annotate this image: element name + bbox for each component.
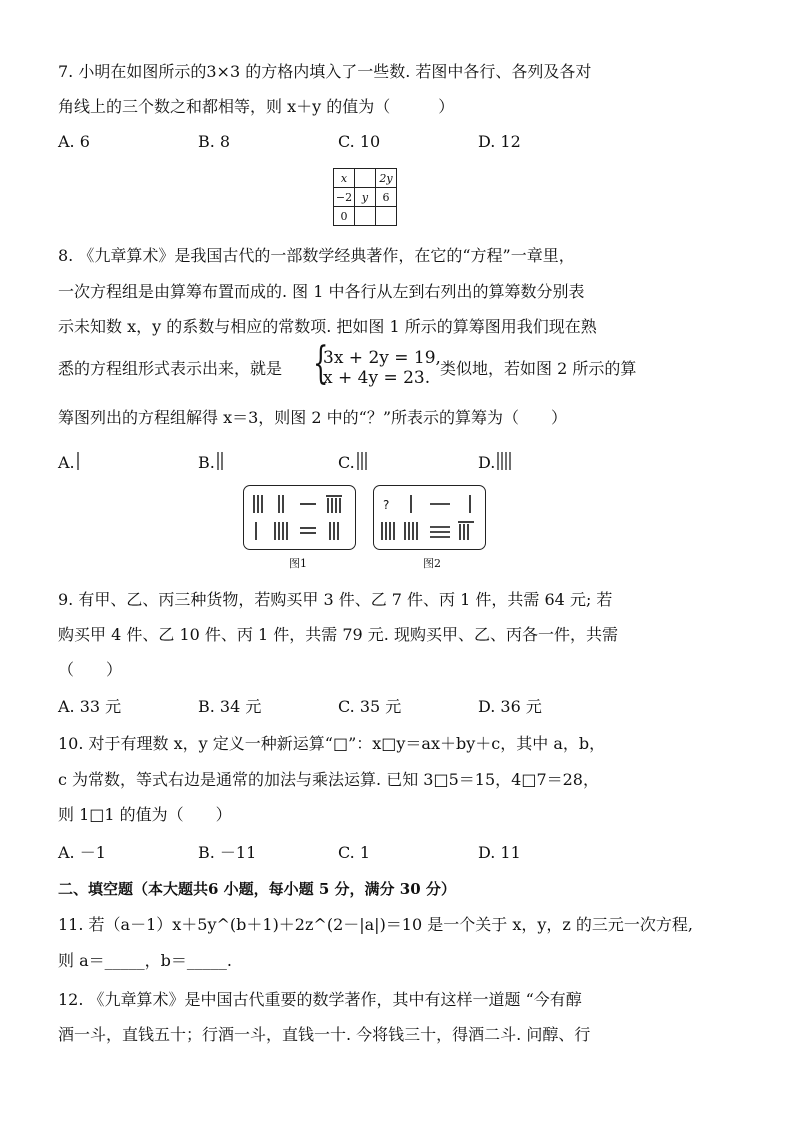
q7-line-2: 角线上的三个数之和都相等，则 x＋y 的值为（ ） bbox=[58, 97, 455, 116]
q8-line-4b: 类似地，若如图 2 所示的算 bbox=[440, 359, 637, 378]
equation-1: 3x + 2y = 19, bbox=[323, 348, 441, 368]
q10-option-a: A. －1 bbox=[58, 843, 106, 862]
q8-option-c-label: C. bbox=[338, 453, 355, 472]
q12-line-2: 酒一斗，直钱五十；行酒一斗，直钱一十. 今将钱三十，得酒二斗. 问醇、行 bbox=[58, 1025, 591, 1044]
q8-option-d-label: D. bbox=[478, 453, 496, 472]
q11-line-2: 则 a＝_____，b＝_____. bbox=[58, 951, 232, 970]
q8-option-c bbox=[338, 452, 368, 473]
q11-line-1: 11. 若（a－1）x＋5y^(b＋1)＋2z^(2－|a|)＝10 是一个关于 x，y，z 的三元一次方程, bbox=[58, 915, 694, 934]
q8-line-5: 筹图列出的方程组解得 x＝3，则图 2 中的“？”所表示的算筹为（ ） bbox=[58, 408, 568, 427]
q7-options bbox=[58, 132, 618, 152]
section-2-heading: 二、填空题（本大题共6 小题，每小题 5 分，满分 30 分） bbox=[58, 880, 456, 898]
figure-2-label: 图2 bbox=[423, 557, 441, 570]
q10-line-2: c 为常数，等式右边是通常的加法与乘法运算. 已知 3□5＝15，4□7＝28， bbox=[58, 770, 599, 789]
two-rods-icon bbox=[216, 452, 225, 470]
figure-2-rods bbox=[374, 486, 485, 549]
q8-option-d bbox=[478, 452, 511, 473]
q9-line-2: 购买甲 4 件、乙 10 件、丙 1 件，共需 79 元. 现购买甲、乙、丙各一件，共需 bbox=[58, 625, 618, 644]
figure-1-rods bbox=[244, 486, 355, 549]
unknown-rod-mark: ? bbox=[383, 498, 390, 512]
q10-option-d: D. 11 bbox=[478, 843, 521, 862]
q10-line-1: 10. 对于有理数 x，y 定义一种新运算“□”：x□y＝ax＋by＋c，其中 a，b， bbox=[58, 734, 606, 753]
q8-options bbox=[58, 452, 618, 472]
q7-line-1: 7. 小明在如图所示的3×3 的方格内填入了一些数. 若图中各行、各列及各对 bbox=[58, 62, 592, 81]
q10-options bbox=[58, 843, 618, 863]
grid-cell: y bbox=[355, 188, 376, 207]
q10-line-3: 则 1□1 的值为（ ） bbox=[58, 805, 232, 824]
grid-cell bbox=[355, 169, 376, 188]
q8-option-a bbox=[58, 452, 82, 473]
q7-option-c: C. 10 bbox=[338, 132, 381, 151]
q8-option-b-label: B. bbox=[198, 453, 215, 472]
q7-option-d: D. 12 bbox=[478, 132, 521, 151]
q7-option-a: A. 6 bbox=[58, 132, 90, 151]
equation-2: x + 4y = 23. bbox=[323, 368, 431, 388]
grid-cell: −2 bbox=[334, 188, 355, 207]
q8-line-1: 8. 《九章算术》是我国古代的一部数学经典著作，在它的“方程”一章里， bbox=[58, 246, 575, 265]
three-rods-icon bbox=[356, 452, 368, 470]
q8-line-2: 一次方程组是由算筹布置而成的. 图 1 中各行从左到右列出的算筹数分别表 bbox=[58, 282, 585, 301]
q8-option-b bbox=[198, 452, 225, 473]
grid-cell: 2y bbox=[376, 169, 397, 188]
one-rod-icon bbox=[76, 452, 82, 470]
q10-option-b: B. －11 bbox=[198, 843, 257, 862]
q9-option-d: D. 36 元 bbox=[478, 697, 542, 716]
grid-cell: 6 bbox=[376, 188, 397, 207]
figure-1-label: 图1 bbox=[289, 557, 307, 570]
q9-option-b: B. 34 元 bbox=[198, 697, 262, 716]
q7-option-b: B. 8 bbox=[198, 132, 231, 151]
brace-icon: { bbox=[313, 338, 329, 389]
q7-magic-square bbox=[333, 168, 397, 226]
q8-line-3: 示未知数 x，y 的系数与相应的常数项. 把如图 1 所示的算筹图用我们现在熟 bbox=[58, 317, 597, 336]
q9-option-a: A. 33 元 bbox=[58, 697, 122, 716]
q10-option-c: C. 1 bbox=[338, 843, 371, 862]
grid-cell bbox=[355, 207, 376, 226]
figure-1-rod-box bbox=[243, 485, 356, 550]
grid-cell: 0 bbox=[334, 207, 355, 226]
figure-2-rod-box bbox=[373, 485, 486, 550]
q12-line-1: 12. 《九章算术》是中国古代重要的数学著作，其中有这样一道题 “今有醇 bbox=[58, 990, 582, 1009]
q8-option-a-label: A. bbox=[58, 453, 75, 472]
q9-line-1: 9. 有甲、乙、丙三种货物，若购买甲 3 件、乙 7 件、丙 1 件，共需 64 元; 若 bbox=[58, 590, 613, 609]
q9-line-3: （ ） bbox=[58, 660, 123, 679]
grid-cell: x bbox=[334, 169, 355, 188]
q9-option-c: C. 35 元 bbox=[338, 697, 402, 716]
q9-options bbox=[58, 697, 618, 717]
grid-cell bbox=[376, 207, 397, 226]
four-rods-icon bbox=[496, 452, 511, 470]
q8-line-4a: 悉的方程组形式表示出来，就是 bbox=[58, 359, 283, 378]
